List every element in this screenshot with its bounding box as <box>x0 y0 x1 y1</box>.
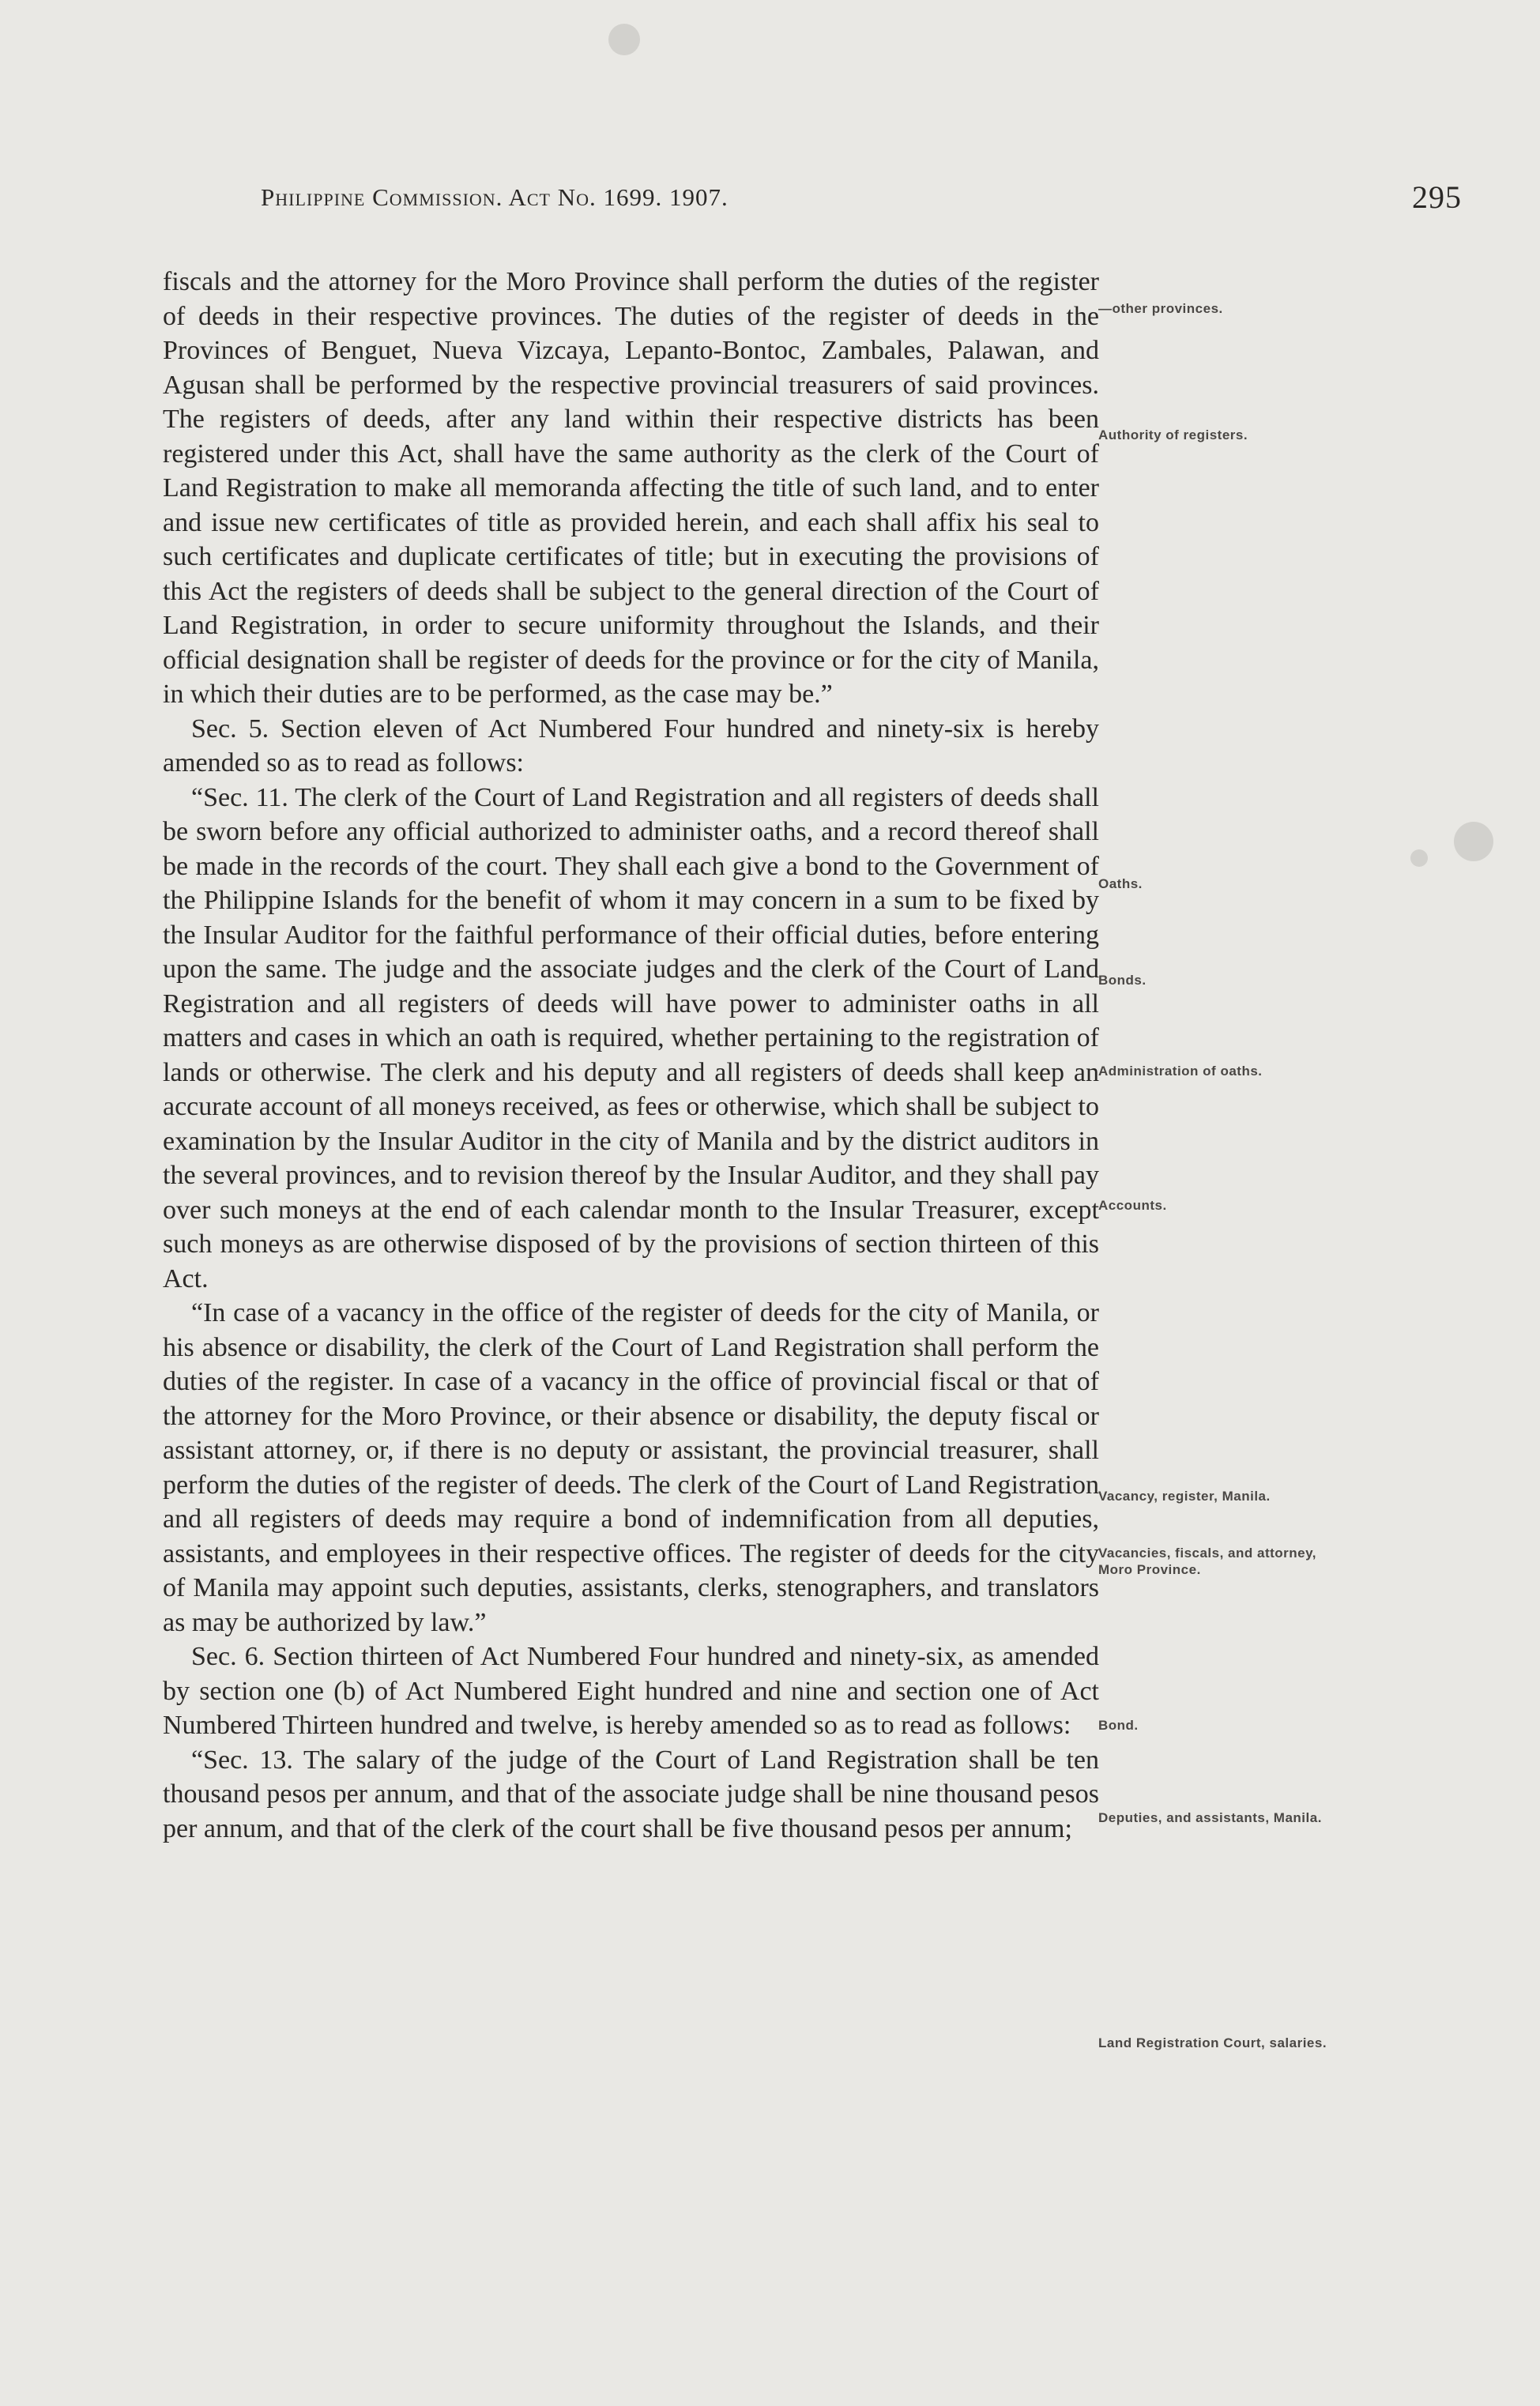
page-header <box>261 179 1462 231</box>
paper-blemish <box>1410 849 1428 867</box>
margin-note: Accounts. <box>1098 1198 1167 1213</box>
paper-blemish <box>1454 822 1493 861</box>
paragraph: Sec. 5. Section eleven of Act Numbered Four hundred and ninety-six is hereby amended so as to read as follows: <box>163 714 1099 778</box>
margin-notes <box>1098 265 1351 2240</box>
body-text <box>163 265 1099 1846</box>
margin-note: Authority of registers. <box>1098 427 1248 442</box>
margin-note: Vacancies, fiscals, and attorney, Moro Province. <box>1098 1546 1317 1577</box>
margin-note: Vacancy, register, Manila. <box>1098 1489 1271 1504</box>
paragraph: fiscals and the attorney for the Moro Province shall perform the duties of the register of deeds in their respective provinces. The duties of the register of deeds in the Provinces of Benguet, Nueva Vizcaya, Lepanto-Bontoc, Zambales, Palawan, and Agusan shall be performed by the respective provincial treasurers of said provinces. The registers of deeds, after any land within their respective districts has been registered under this Act, shall have the same authority as the clerk of the Court of Land Registration to make all memoranda affecting the title of such land, and to enter and issue new certificates of title as provided herein, and each shall affix his seal to such certificates and duplicate certificates of title; but in executing the provisions of this Act the registers of deeds shall be subject to the general direction of the Court of Land Registration, in order to secure uniformity throughout the Islands, and their official designation shall be register of deeds for the province or for the city of Manila, in which their duties are to be performed, as the case may be.” <box>163 267 1099 709</box>
running-title: Philippine Commission. Act No. 1699. 1907. <box>261 183 729 211</box>
margin-note: —other provinces. <box>1098 301 1223 316</box>
paragraph: “Sec. 13. The salary of the judge of the Court of Land Registration shall be ten thousand pesos per annum, and that of the associate judge shall be nine thousand pesos per annum, and that of the clerk of the court shall be five thousand pesos per annum; <box>163 1745 1099 1843</box>
margin-note: Deputies, and assistants, Manila. <box>1098 1810 1322 1825</box>
paragraph: Sec. 6. Section thirteen of Act Numbered Four hundred and ninety-six, as amended by section one (b) of Act Numbered Eight hundred and nine and section one of Act Numbered Thirteen hundred and twelve, is hereby amended so as to read as follows: <box>163 1642 1099 1740</box>
page-number: 295 <box>1412 179 1462 215</box>
margin-note: Land Registration Court, salaries. <box>1098 2035 1327 2050</box>
paragraph: “In case of a vacancy in the office of the register of deeds for the city of Manila, or his absence or disability, the clerk of the Court of Land Registration shall perform the duties of the register. In case of a vacancy in the office of provincial fiscal or that of the attorney for the Moro Province, or their absence or disability, the deputy fiscal or assistant attorney, or, if there is no deputy or assistant, the provincial treasurer, shall perform the duties of the register of deeds. The clerk of the Court of Land Registration and all registers of deeds may require a bond of indemnification from all deputies, assistants, and employees in their respective offices. The register of deeds for the city of Manila may appoint such deputies, assistants, clerks, stenographers, and translators as may be authorized by law.” <box>163 1298 1099 1637</box>
margin-note: Bonds. <box>1098 973 1147 988</box>
paragraph: “Sec. 11. The clerk of the Court of Land Registration and all registers of deeds shall be sworn before any official authorized to administer oaths, and a record thereof shall be made in the records of the court. They shall each give a bond to the Government of the Philippine Islands for the benefit of whom it may concern in a sum to be fixed by the Insular Auditor for the faithful performance of their official duties, before entering upon the same. The judge and the associate judges and the clerk of the Court of Land Registration and all registers of deeds will have power to administer oaths in all matters and cases in which an oath is required, whether pertaining to the registration of lands or otherwise. The clerk and his deputy and all registers of deeds shall keep an accurate account of all moneys received, as fees or otherwise, which shall be subject to examination by the Insular Auditor in the city of Manila and by the district auditors in the several provinces, and to revision thereof by the Insular Auditor, and they shall pay over such moneys at the end of each calendar month to the Insular Treasurer, except such moneys as are otherwise disposed of by the provisions of section thirteen of this Act. <box>163 782 1099 1293</box>
margin-note: Administration of oaths. <box>1098 1064 1263 1079</box>
paper-blemish <box>608 24 640 55</box>
margin-note: Oaths. <box>1098 876 1143 891</box>
margin-note: Bond. <box>1098 1718 1139 1733</box>
